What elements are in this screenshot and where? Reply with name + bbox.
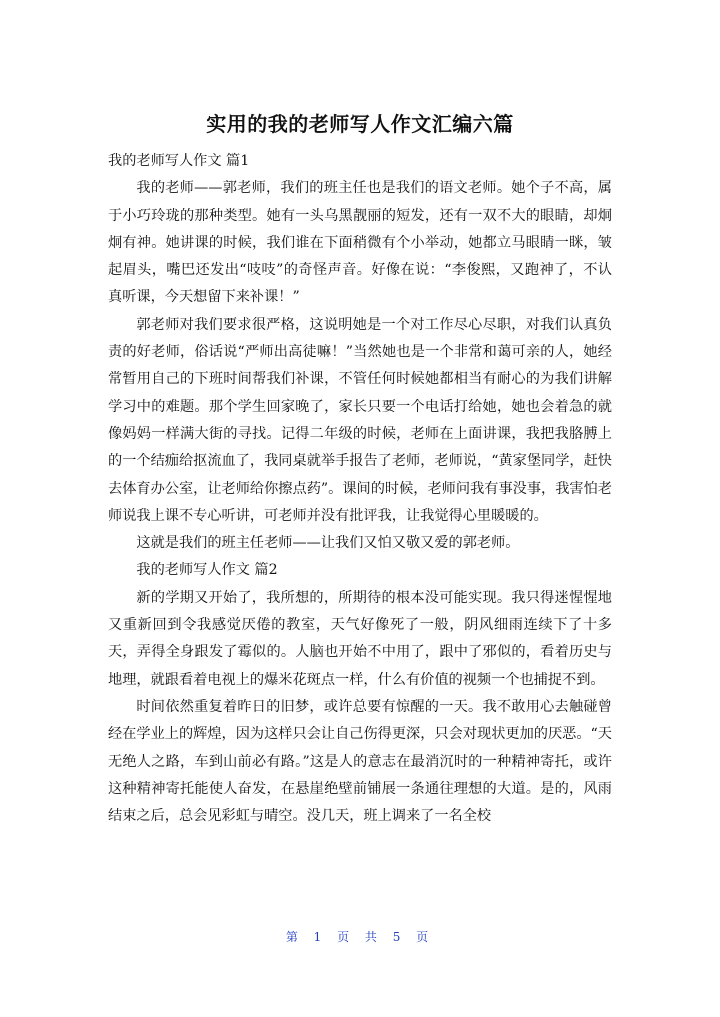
paragraph: 郭老师对我们要求很严格，这说明她是一个对工作尽心尽职，对我们认真负责的好老师，俗话说“严师出高徒嘛！”当然她也是一个非常和蔼可亲的人，她经常暂用自己的下班时间帮我们补课，不管任何时候她都相当有耐心的为我们讲解学习中的难题。那个学生回家晚了，家长只要一个电话打给她，她也会着急的就像妈妈一样满大街的寻找。记得二年级的时候，老师在上面讲课，我把我胳膊上的一个结痂给抠流血了，我同桌就举手报告了老师，老师说，“黄家堡同学，赶快去体育办公室，让老师给你擦点药”。课间的时候，老师问我有事没事，我害怕老师说我上课不专心听讲，可老师并没有批评我，让我觉得心里暖暖的。 — [108, 316, 612, 524]
paragraph: 时间依然重复着昨日的旧梦，或许总要有惊醒的一天。我不敢用心去触碰曾经在学业上的辉煌，因为这样只会让自己伤得更深，只会对现状更加的厌恶。“天无绝人之路，车到山前必有路。”这是人的意志在最消沉时的一种精神寄托，或许这种精神寄托能使人奋发，在悬崖绝壁前铺展一条通往理想的大道。是的，风雨结束之后，总会见彩虹与晴空。没几天，班上调来了一名全校 — [108, 698, 612, 825]
section-heading: 我的老师写人作文 篇1 — [108, 153, 250, 169]
page-footer: 第 1 页 共 5 页 — [285, 930, 435, 944]
document-title: 实用的我的老师写人作文汇编六篇 — [206, 112, 514, 136]
document-body — [108, 148, 612, 830]
section-heading: 我的老师写人作文 篇2 — [136, 562, 278, 579]
paragraph: 我的老师——郭老师，我们的班主任也是我们的语文老师。她个子不高，属于小巧玲珑的那种类型。她有一头乌黑靓丽的短发，还有一双不大的眼睛，却炯炯有神。她讲课的时候，我们谁在下面稍微有个小举动，她都立马眼睛一眯，皱起眉头，嘴巴还发出“吱吱”的奇怪声音。好像在说：“李俊熙，又跑神了，不认真听课，今天想留下来补课！” — [108, 180, 612, 306]
paragraph: 这就是我们的班主任老师——让我们又怕又敬又爱的郭老师。 — [136, 535, 520, 552]
paragraph: 新的学期又开始了，我所想的，所期待的根本没可能实现。我只得迷惺惺地又重新回到令我感觉厌倦的教室，天气好像死了一般，阴风细雨连续下了十多天，弄得全身跟发了霉似的。人脑也开始不中用了，跟中了邪似的，看着历史与地理，就跟看着电视上的爆米花斑点一样，什么有价值的视频一个也捕捉不到。 — [108, 589, 612, 688]
